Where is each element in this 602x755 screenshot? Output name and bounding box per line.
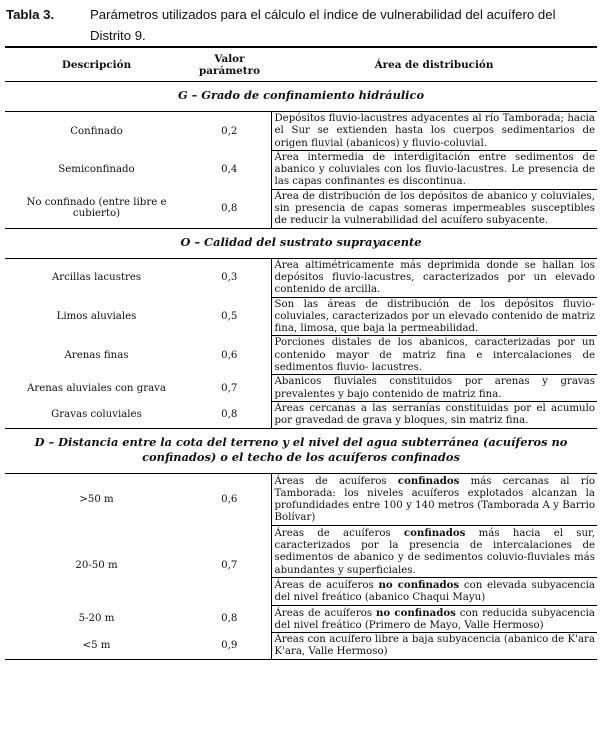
row-description: No confinado (entre libre e cubierto)	[5, 189, 188, 228]
area-text: Área altimétricamente más deprimida donde se hallan los depósitos fluvio-lacustres, caracterizados por un elevado contenido de arcilla.	[274, 259, 595, 296]
area-text: Áreas de acuíferos	[274, 527, 404, 539]
row-area	[271, 633, 597, 660]
area-text: Áreas de acuíferos	[274, 579, 379, 591]
row-value: 0,6	[221, 349, 238, 361]
area-text: Áreas de acuíferos	[274, 607, 376, 619]
row-description: Confinado	[70, 125, 123, 137]
row-area	[271, 577, 597, 605]
caption-text: Parámetros utilizados para el cálculo el índice de vulnerabilidad del acuífero del Distrito 9.	[90, 7, 556, 43]
row-description: Arenas finas	[64, 349, 129, 361]
area-emphasis: confinados	[403, 526, 466, 539]
area-text: con elevada subyacencia del nivel freático (abanico Chaqui Mayu)	[274, 579, 595, 604]
row-value: 0,9	[188, 633, 271, 660]
section-title: O – Calidad del sustrato suprayacente	[5, 228, 597, 258]
row-description: Arcillas lacustres	[51, 272, 142, 284]
table-row	[5, 633, 597, 660]
row-value: 0,8	[188, 189, 271, 228]
area-text: más hacia el sur, caracterizados por la presencia de intercalaciones de sedimentos de abanico y de sedimentos coluvio-fluviales más abundantes y superficiales.	[274, 527, 596, 576]
area-text: Áreas de acuíferos	[274, 475, 398, 487]
table-row	[5, 189, 597, 228]
table-row	[5, 605, 597, 633]
header-value: Valor parámetro	[198, 53, 260, 77]
table-row	[5, 258, 597, 297]
section-title: D – Distancia entre la cota del terreno y el nivel del agua subterránea (acuíferos no confinados) o el techo de los acuíferos confinados	[5, 428, 597, 473]
row-area	[271, 401, 597, 428]
row-description: >50 m	[79, 493, 114, 505]
table-header-row	[5, 47, 597, 82]
parameters-table	[5, 46, 597, 660]
table-row	[5, 401, 597, 428]
row-description: 20-50 m	[75, 559, 118, 571]
row-description: Semiconfinado	[58, 164, 135, 176]
section-header-row	[5, 228, 597, 258]
row-area	[271, 525, 597, 577]
row-value: 0,8	[221, 613, 238, 625]
area-text: Área de distribución de los depósitos de abanico y coluviales, sin presencia de capas someras impermeables susceptibles de reducir la vulnerabilidad del acuífero subyacente.	[274, 190, 595, 227]
caption-label: Tabla 3.	[6, 7, 55, 22]
section-title: G – Grado de confinamiento hidráulico	[5, 82, 597, 112]
area-emphasis: no confinados	[378, 578, 460, 591]
section-header-row	[5, 82, 597, 112]
table-row	[5, 336, 597, 375]
area-text: Porciones distales de los abanicos, caracterizadas por un contenido mayor de matriz fina e intercalaciones de sedimentos fluvio- lacustres.	[274, 337, 595, 374]
row-area	[271, 297, 597, 336]
table-body	[5, 82, 597, 660]
area-text: Áreas con acuífero libre a baja subyacencia (abanico de K'ara K'ara, Valle Hermoso)	[274, 634, 595, 658]
row-description: Arenas aluviales con grava	[26, 382, 167, 394]
row-area	[271, 150, 597, 189]
table-row	[5, 375, 597, 402]
row-area	[271, 473, 597, 525]
row-value: 0,8	[188, 401, 271, 428]
row-value: 0,6	[221, 493, 238, 505]
area-emphasis: confinados	[397, 474, 460, 487]
row-description: Gravas coluviales	[5, 401, 188, 428]
header-description: Descripción	[61, 59, 132, 71]
row-value: 0,7	[221, 559, 238, 571]
row-value: 0,7	[221, 382, 238, 394]
section-header-row	[5, 428, 597, 473]
area-text: Depósitos fluvio-lacustres adyacentes al río Tamborada; hacia el Sur se extienden hasta los cuerpos sedimentarios de origen fluvial (abanicos) y fluvio-coluvial.	[274, 113, 595, 149]
row-area	[271, 336, 597, 375]
row-value: 0,2	[221, 125, 238, 137]
area-text: con reducida subyacencia del nivel freático (Primero de Mayo, Valle Hermoso)	[274, 607, 595, 631]
area-text: más cercanas al río Tamborada: los niveles acuíferos explotados alcanzan la profundidades entre 100 y 140 metros (Tamborada A y Barrio Bolívar)	[274, 475, 595, 524]
table-row	[5, 525, 597, 577]
row-area	[271, 258, 597, 297]
row-value: 0,5	[221, 311, 238, 322]
row-area	[271, 605, 597, 633]
table-row	[5, 473, 597, 525]
row-description: 5-20 m	[78, 613, 115, 625]
row-value: 0,4	[221, 164, 238, 176]
area-text: Abanicos fluviales constituidos por arenas y gravas prevalentes y bajo contenido de matriz fina.	[274, 376, 595, 400]
area-emphasis: no confinados	[375, 606, 456, 619]
table-row	[5, 150, 597, 189]
header-area: Área de distribución	[374, 59, 494, 71]
table-row	[5, 112, 597, 151]
row-description: <5 m	[5, 633, 188, 660]
area-text: Áreas cercanas a las serranías constituidas por el acumulo por gravedad de grava y bloques, sin matriz fina.	[274, 402, 595, 427]
row-value: 0,3	[221, 272, 238, 284]
row-description: Limos aluviales	[56, 311, 137, 322]
row-area	[271, 375, 597, 402]
table-row	[5, 297, 597, 336]
row-area	[271, 112, 597, 151]
area-text: Son las áreas de distribución de los depósitos fluvio-coluviales, caracterizados por un elevado contenido de matriz fina, limosa, que baja la permeabilidad.	[274, 298, 595, 335]
area-text: Área intermedia de interdigitación entre sedimentos de abanico y coluviales con los fluvio-lacustres. Le presencia de las capas confinantes es discontinua.	[274, 151, 595, 188]
row-area	[271, 189, 597, 228]
